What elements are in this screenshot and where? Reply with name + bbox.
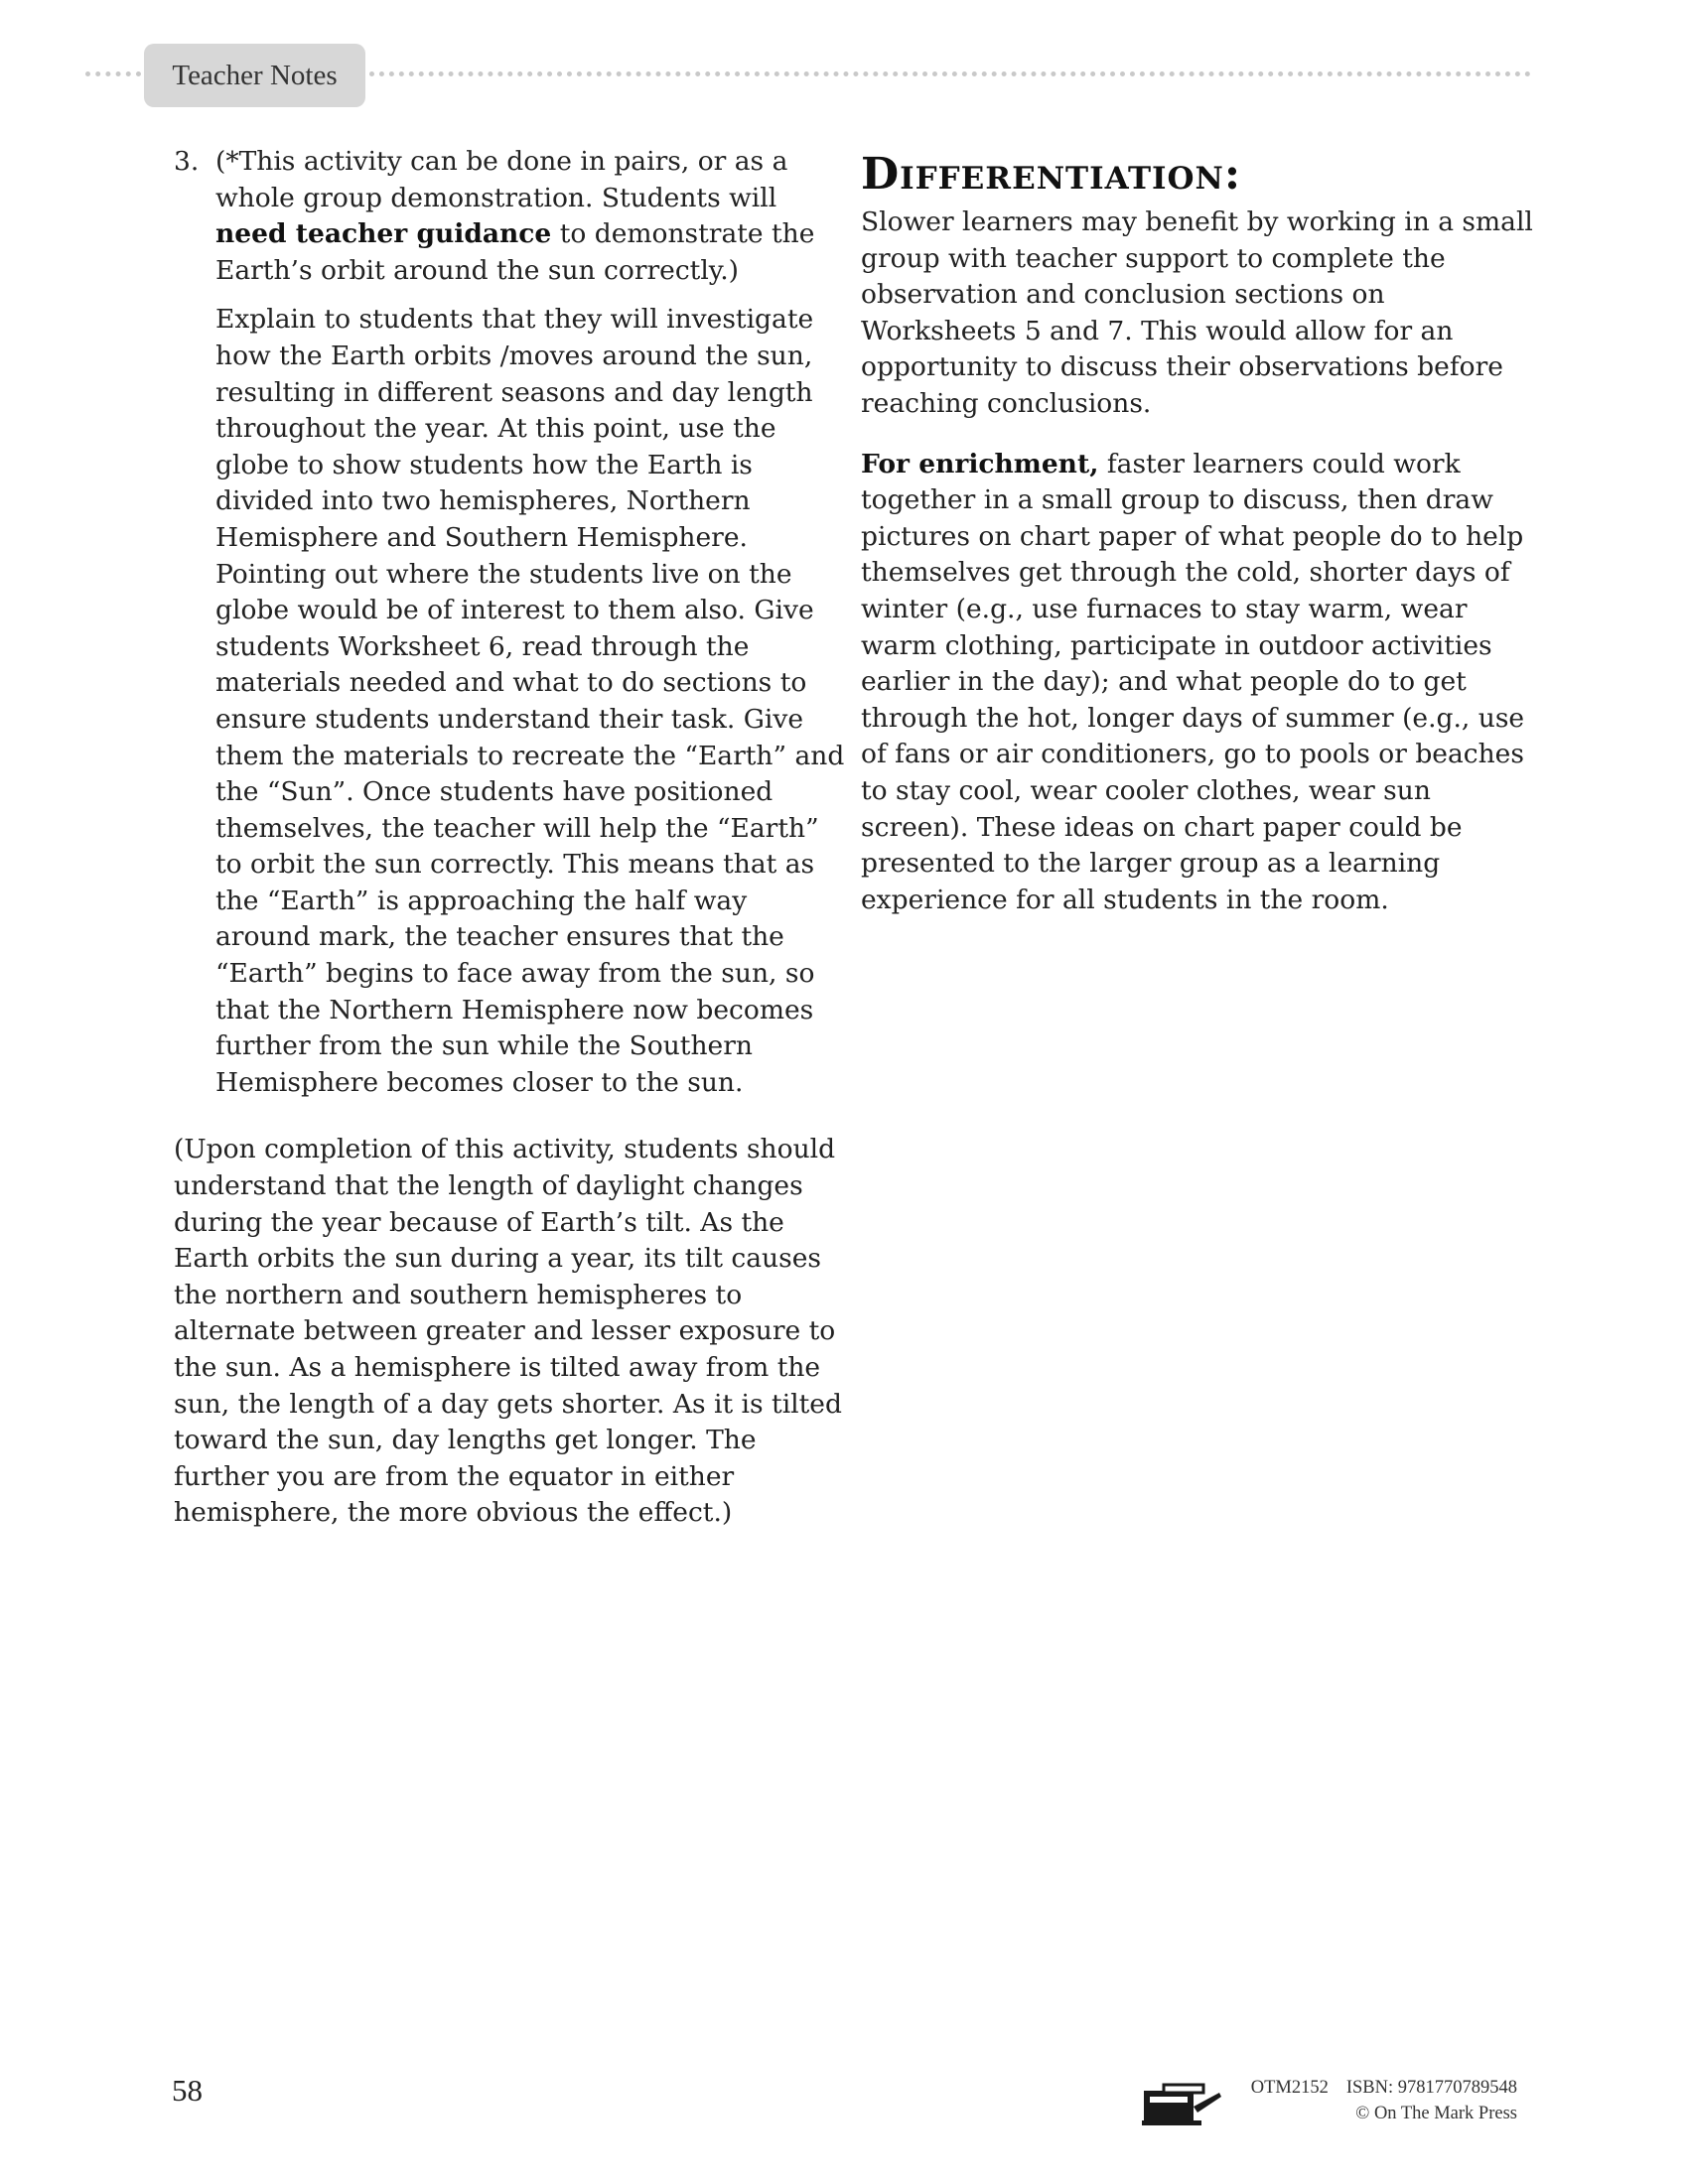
header-dotted-rule-right: [369, 71, 1531, 76]
product-code: OTM2152: [1250, 2078, 1329, 2098]
slower-learners-paragraph: Slower learners may benefit by working in a small group with teacher support to complete the observation and conclusion sections on Worksheets 5 and 7. This would allow for an opportunity to discuss their observations before reaching conclusions.: [861, 206, 1533, 419]
right-column: [861, 149, 1546, 918]
teacher-notes-tab: [144, 44, 365, 107]
header-dotted-rule-left: [85, 71, 141, 76]
upon-completion-paragraph: (Upon completion of this activity, students should understand that the length of daylight changes during the year because of Earth’s tilt. As the Earth orbits the sun during a year, its tilt causes the northern and southern hemispheres to alternate between greater and lesser exposure to the sun. As a hemisphere is tilted away from the sun, the length of a day gets shorter. As it is tilted toward the sun, day lengths get longer. The further you are from the equator in either hemisphere, the more obvious the effect.): [174, 1134, 842, 1529]
activity-item-3: [174, 144, 849, 289]
teacher-notes-tab-label: Teacher Notes: [172, 59, 338, 91]
footer-codes-line: [1251, 2075, 1517, 2101]
left-column: [174, 144, 849, 1532]
footer-publisher-info: [1251, 2075, 1517, 2126]
enrichment-paragraph: [861, 447, 1546, 919]
enrichment-text: faster learners could work together in a small group to discuss, then draw pictures on chart paper of what people do to help themselves get through the cold, shorter days of winter (e.g., use furnaces to stay warm, wear warm clothing, participate in outdoor activities earlier in the day); and what people do to get through the hot, longer days of summer (e.g., use of fans or air conditioners, go to pools or beaches to stay cool, wear cooler clothes, wear sun screen). These ideas on chart paper could be presented to the larger group as a learning experience for all students in the room.: [861, 448, 1525, 915]
printing-press-icon: [1142, 2083, 1225, 2126]
copyright: © On The Mark Press: [1355, 2104, 1517, 2123]
item-intro-text-end: to demonstrate the Earth’s orbit around the sun correctly.): [215, 218, 815, 286]
enrichment-label: For enrichment,: [861, 448, 1099, 479]
page-number: 58: [172, 2073, 203, 2108]
item-number: 3.: [174, 146, 200, 177]
explain-paragraph: Explain to students that they will investigate how the Earth orbits /moves around the sun, resulting in different seasons and day length throughout the year. At this point, use the globe to show students how the Earth is divided into two hemispheres, Northern Hemisphere and Southern Hemisphere. Pointing out where the students live on the globe would be of interest to them also. Give students Worksheet 6, read through the materials needed and what to do sections to ensure students understand their task. Give them the materials to recreate the “Earth” and the “Sun”. Once students have positioned themselves, the teacher will help the “Earth” to orbit the sun correctly. This means that as the “Earth” is approaching the half way around mark, the teacher ensures that the “Earth” begins to face away from the sun, so that the Northern Hemisphere now becomes further from the sun while the Southern Hemisphere becomes closer to the sun.: [215, 304, 845, 1098]
item-intro-bold: need teacher guidance: [215, 218, 552, 250]
item-intro-text: (*This activity can be done in pairs, or as a whole group demonstration. Students will: [215, 146, 788, 213]
differentiation-heading: Differentiation:: [861, 149, 1242, 200]
isbn: ISBN: 9781770789548: [1345, 2078, 1517, 2098]
